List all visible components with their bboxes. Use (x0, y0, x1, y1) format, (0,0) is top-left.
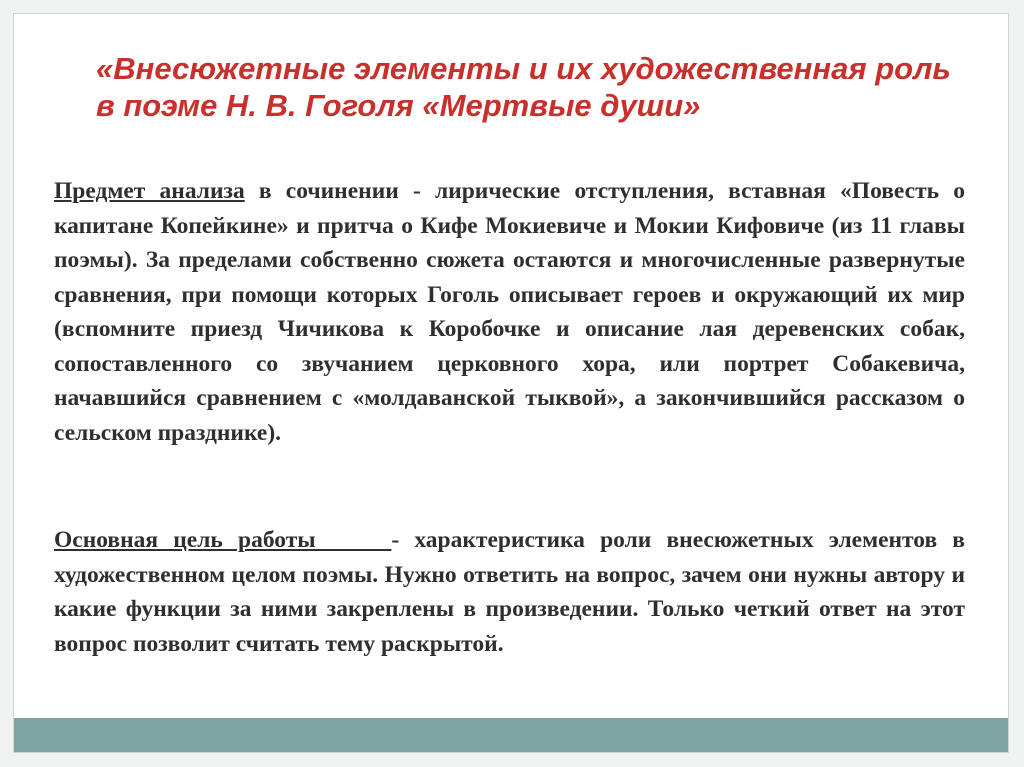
analysis-subject-text: в сочинении - лирические отступления, вставная «Повесть о капитане Копейкине» и притча о Кифе Мокиевиче и Мокии Кифовиче (из 11 главы поэмы). За пределами собственно сюжета остаются и многочисленные развернутые сравнения, при помощи которых Гоголь описывает героев и окружающий их мир (вспомните приезд Чичикова к Коробочке и описание лая деревенских собак, сопоставленного со звучанием церковного хора, или портрет Собакевича, начавшийся сравнением с «молдаванской тыквой», а закончившийся рассказом о сельском празднике). (54, 178, 965, 446)
analysis-subject-paragraph (54, 174, 965, 450)
work-goal-label: Основная цель работы (54, 527, 392, 553)
slide (13, 13, 1009, 753)
analysis-subject-label: Предмет анализа (54, 178, 245, 204)
footer-bar (14, 718, 1008, 752)
slide-title: «Внесюжетные элементы и их художественная роль в поэме Н. В. Гоголя «Мертвые души» (96, 51, 951, 123)
work-goal-paragraph (54, 523, 965, 661)
work-goal-text: - характеристика роли внесюжетных элементов в художественном целом поэмы. Нужно ответить на вопрос, зачем они нужны автору и какие функции за ними закреплены в произведении. Только четкий ответ на этот вопрос позволит считать тему раскрытой. (54, 527, 965, 657)
